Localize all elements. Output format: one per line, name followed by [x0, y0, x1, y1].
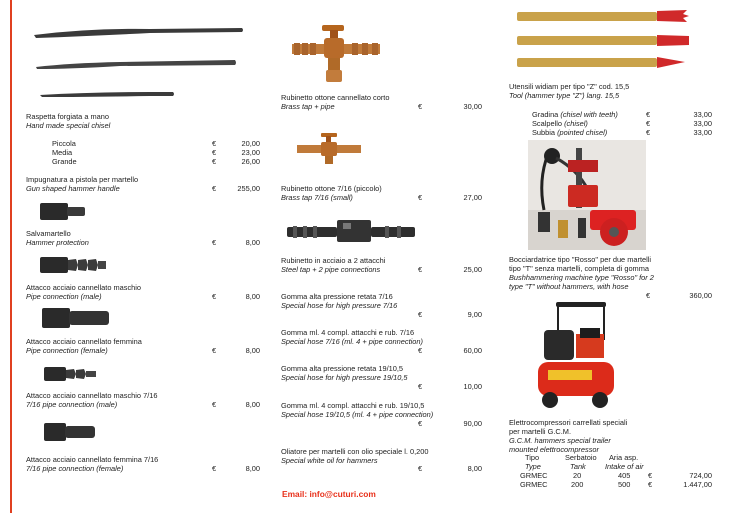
- price: 10,00: [463, 382, 482, 391]
- tool-item-name: Scalpello: [532, 119, 562, 128]
- raspetta-title: Raspetta forgiata a mano: [26, 112, 109, 121]
- steel-tap-image: [285, 218, 420, 246]
- currency-symbol: €: [646, 119, 651, 128]
- tool-item: [532, 128, 607, 137]
- pipe-connection-male-image: [40, 256, 110, 274]
- attacco-femmina-subtitle: Pipe connection (female): [26, 346, 108, 355]
- attacco-femmina-716-subtitle: 7/16 pipe connection (female): [26, 464, 124, 473]
- tool-item-name: Subbia: [532, 128, 556, 137]
- currency-symbol: €: [418, 193, 423, 202]
- price: 20,00: [241, 139, 260, 148]
- currency-symbol: €: [418, 464, 423, 473]
- price: 9,00: [467, 310, 482, 319]
- gomma4-subtitle: Special hose 19/10,5 (ml. 4 + pipe connection): [281, 410, 434, 419]
- price: 360,00: [689, 291, 712, 300]
- compressori-line-2: per martelli G.C.M.: [509, 427, 572, 436]
- tool-item-desc: (chisel): [564, 119, 588, 128]
- price: 8,00: [245, 464, 260, 473]
- size-label: Grande: [52, 157, 77, 166]
- currency-symbol: €: [212, 238, 217, 247]
- price: 8,00: [245, 400, 260, 409]
- rub-corto-subtitle: Brass tap + pipe: [281, 102, 335, 111]
- currency-symbol: €: [212, 139, 217, 148]
- rub-acciaio-title: Rubinetto in acciaio a 2 attacchi: [281, 256, 386, 265]
- salvamartello-subtitle: Hammer protection: [26, 238, 89, 247]
- price: 8,00: [245, 346, 260, 355]
- currency-symbol: €: [212, 184, 217, 193]
- col-header-tank: Serbatoio: [565, 453, 597, 462]
- size-label: Media: [52, 148, 73, 157]
- table-row-tank: 20: [573, 471, 582, 480]
- utensili-title: Utensili widiam per tipo "Z" cod. 15,5: [509, 82, 630, 91]
- salvamartello-image: [40, 202, 90, 222]
- currency-symbol: €: [418, 346, 423, 355]
- compressori-line-1: Elettrocompressori carrellati speciali: [509, 418, 628, 427]
- pipe-connection-female-716-image: [44, 422, 100, 442]
- tool-item-desc: (chisel with teeth): [560, 110, 618, 119]
- currency-symbol: €: [418, 265, 423, 274]
- currency-symbol: €: [418, 419, 423, 428]
- tool-item-desc: (pointed chisel): [557, 128, 608, 137]
- rub-716-subtitle: Brass tap 7/16 (small): [281, 193, 353, 202]
- salvamartello-title: Salvamartello: [26, 229, 71, 238]
- currency-symbol: €: [648, 480, 653, 489]
- currency-symbol: €: [212, 400, 217, 409]
- currency-symbol: €: [212, 346, 217, 355]
- price: 33,00: [693, 128, 712, 137]
- oliatore-title: Oliatore per martelli con olio speciale l. 0,200: [281, 447, 429, 456]
- price: 255,00: [237, 184, 260, 193]
- currency-symbol: €: [646, 291, 651, 300]
- gomma2-subtitle: Special hose 7/16 (ml. 4 + pipe connection): [281, 337, 423, 346]
- electrocompressor-image: [536, 300, 616, 412]
- impugnatura-subtitle: Gun shaped hammer handle: [26, 184, 120, 193]
- price: 90,00: [463, 419, 482, 428]
- impugnatura-title: Impugnatura a pistola per martello: [26, 175, 139, 184]
- table-row-type: GRMEC: [520, 471, 548, 480]
- currency-symbol: €: [646, 128, 651, 137]
- utensili-subtitle: Tool (hammer type "Z") lang. 15,5: [509, 91, 620, 100]
- bocciardatrice-line-1: Bocciardatrice tipo "Rosso" per due martelli: [509, 255, 652, 264]
- currency-symbol: €: [648, 471, 653, 480]
- attacco-femmina-title: Attacco acciaio cannellato femmina: [26, 337, 142, 346]
- table-row-type: GRMEC: [520, 480, 548, 489]
- gomma3-subtitle: Special hose for high pressure 19/10,5: [281, 373, 408, 382]
- col-header-type: Tipo: [525, 453, 540, 462]
- pipe-connection-female-image: [42, 307, 114, 329]
- bocciardatrice-line-2: tipo "T" senza martelli, completa di gomma: [509, 264, 649, 273]
- compressori-line-4: mounted elettrocompressor: [509, 445, 599, 454]
- currency-symbol: €: [418, 102, 423, 111]
- rub-716-title: Rubinetto ottone 7/16 (piccolo): [281, 184, 382, 193]
- col-header-tank-en: Tank: [570, 462, 586, 471]
- price: 1.447,00: [683, 480, 712, 489]
- price: 33,00: [693, 119, 712, 128]
- gomma2-title: Gomma ml. 4 compl. attacchi e rub. 7/16: [281, 328, 415, 337]
- price: 27,00: [463, 193, 482, 202]
- rub-corto-title: Rubinetto ottone cannellato corto: [281, 93, 390, 102]
- brass-tap-716-image: [295, 132, 365, 166]
- price: 33,00: [693, 110, 712, 119]
- price: 724,00: [689, 471, 712, 480]
- attacco-maschio-title: Attacco acciaio cannellato maschio: [26, 283, 142, 292]
- price: 8,00: [245, 238, 260, 247]
- currency-symbol: €: [212, 464, 217, 473]
- price: 25,00: [463, 265, 482, 274]
- raspetta-subtitle: Hand made special chisel: [26, 121, 111, 130]
- attacco-femmina-716-title: Attacco acciaio cannellato femmina 7/16: [26, 455, 159, 464]
- tool-item: [532, 119, 588, 128]
- currency-symbol: €: [646, 110, 651, 119]
- compressori-line-3: G.C.M. hammers special trailer: [509, 436, 611, 445]
- gomma1-title: Gomma alta pressione retata 7/16: [281, 292, 393, 301]
- bushhammering-machine-image: [528, 140, 646, 250]
- table-row-tank: 200: [571, 480, 584, 489]
- rub-acciaio-subtitle: Steel tap + 2 pipe connections: [281, 265, 381, 274]
- hand-files-image: [30, 22, 250, 102]
- gomma3-title: Gomma alta pressione retata 19/10,5: [281, 364, 404, 373]
- currency-symbol: €: [212, 148, 217, 157]
- bocciardatrice-line-3: Bushhammering machine type "Rosso" for 2: [509, 273, 654, 282]
- gomma4-title: Gomma ml. 4 compl. attacchi e rub. 19/10,5: [281, 401, 425, 410]
- price: 26,00: [241, 157, 260, 166]
- attacco-maschio-716-title: Attacco acciaio cannellato maschio 7/16: [26, 391, 158, 400]
- widia-tools-image: [515, 6, 695, 72]
- oliatore-subtitle: Special white oil for hammers: [281, 456, 378, 465]
- table-row-air: 500: [618, 480, 631, 489]
- currency-symbol: €: [212, 292, 217, 301]
- price: 8,00: [245, 292, 260, 301]
- tool-item: [532, 110, 618, 119]
- price: 30,00: [463, 102, 482, 111]
- bocciardatrice-line-4: type "T" without hammers, with hose: [509, 282, 629, 291]
- price: 60,00: [463, 346, 482, 355]
- price: 23,00: [241, 148, 260, 157]
- col-header-air-en: Intake of air: [605, 462, 644, 471]
- price: 8,00: [467, 464, 482, 473]
- col-header-type-en: Type: [525, 462, 541, 471]
- currency-symbol: €: [212, 157, 217, 166]
- tool-item-name: Gradina: [532, 110, 559, 119]
- currency-symbol: €: [418, 310, 423, 319]
- gomma1-subtitle: Special hose for high pressure 7/16: [281, 301, 398, 310]
- col-header-air: Aria asp.: [609, 453, 639, 462]
- attacco-maschio-716-subtitle: 7/16 pipe connection (male): [26, 400, 118, 409]
- contact-email[interactable]: Email: info@cuturi.com: [282, 489, 376, 499]
- pipe-connection-male-716-image: [44, 365, 100, 383]
- size-label: Piccola: [52, 139, 76, 148]
- left-margin-rule: [10, 0, 12, 513]
- brass-tap-image: [290, 22, 390, 84]
- currency-symbol: €: [418, 382, 423, 391]
- attacco-maschio-subtitle: Pipe connection (male): [26, 292, 102, 301]
- table-row-air: 405: [618, 471, 631, 480]
